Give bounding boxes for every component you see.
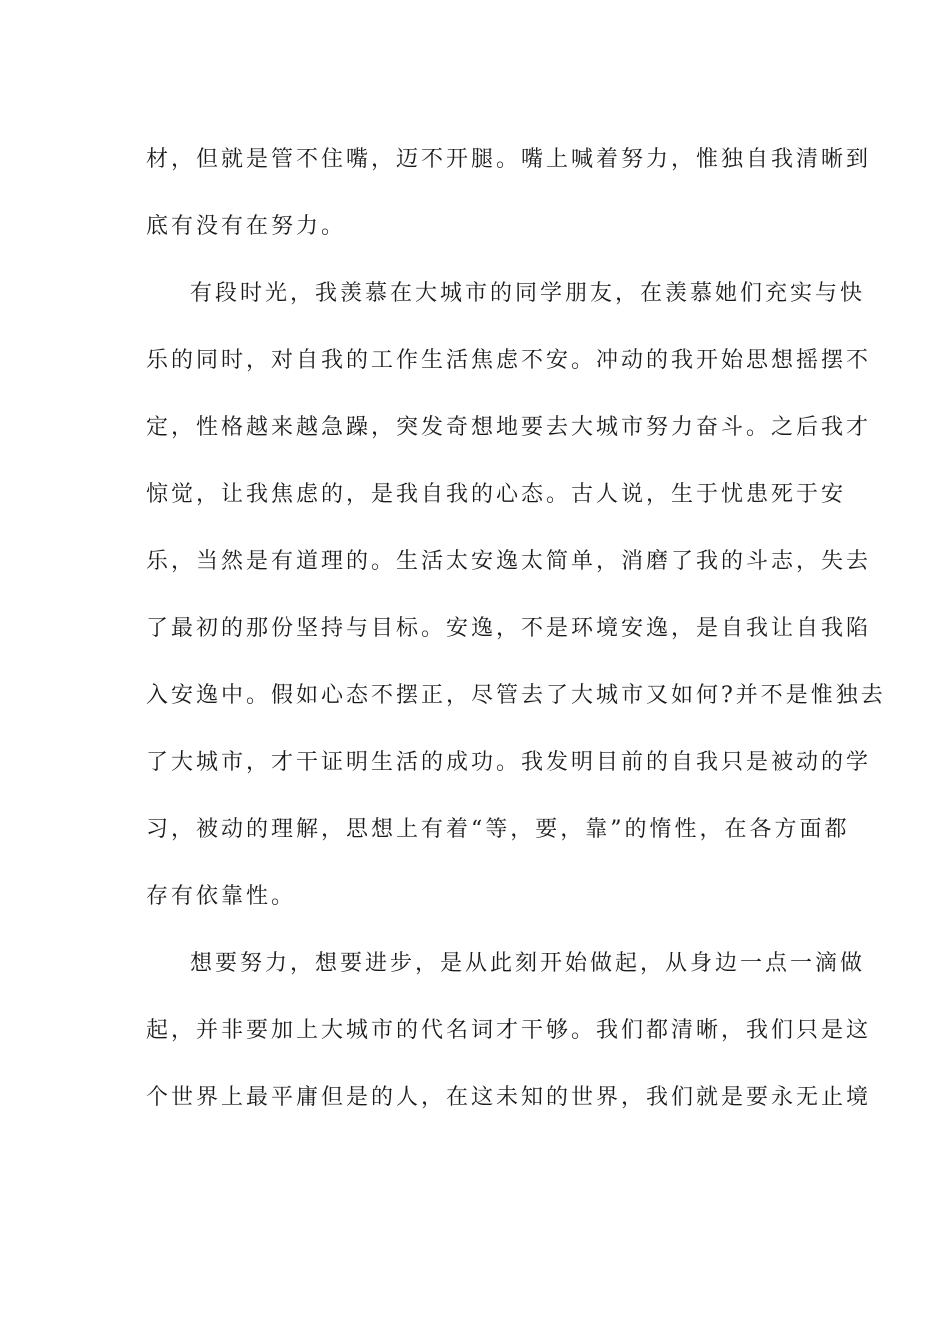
paragraph-line: 起，并非要加上大城市的代名词才干够。我们都清晰，我们只是这: [146, 1018, 872, 1043]
paragraph-line: 有段时光，我羡慕在大城市的同学朋友，在羡慕她们充实与快: [190, 281, 866, 306]
paragraph-line: 习，被动的理解，思想上有着“等，要，靠”的惰性，在各方面都: [146, 817, 850, 842]
paragraph-line: 个世界上最平庸但是的人，在这未知的世界，我们就是要永无止境: [146, 1085, 872, 1110]
paragraph-line: 定，性格越来越急躁，突发奇想地要去大城市努力奋斗。之后我才: [146, 415, 872, 440]
paragraph-line: 想要努力，想要进步，是从此刻开始做起，从身边一点一滴做: [190, 951, 866, 976]
paragraph-line: 存有依靠性。: [146, 884, 297, 909]
paragraph-line: 底有没有在努力。: [146, 214, 347, 239]
paragraph-line: 了大城市，才干证明生活的成功。我发明目前的自我只是被动的学: [146, 750, 872, 775]
paragraph-line: 乐，当然是有道理的。生活太安逸太简单，消磨了我的斗志，失去: [146, 549, 872, 574]
paragraph-line: 乐的同时，对自我的工作生活焦虑不安。冲动的我开始思想摇摆不: [146, 348, 872, 373]
paragraph-line: 惊觉，让我焦虑的，是我自我的心态。古人说，生于忧患死于安: [146, 482, 847, 507]
paragraph-line: 了最初的那份坚持与目标。安逸，不是环境安逸，是自我让自我陷: [146, 616, 872, 641]
paragraph-line: 材，但就是管不住嘴，迈不开腿。嘴上喊着努力，惟独自我清晰到: [146, 147, 872, 172]
paragraph-line: 入安逸中。假如心态不摆正，尽管去了大城市又如何?并不是惟独去: [146, 683, 886, 708]
